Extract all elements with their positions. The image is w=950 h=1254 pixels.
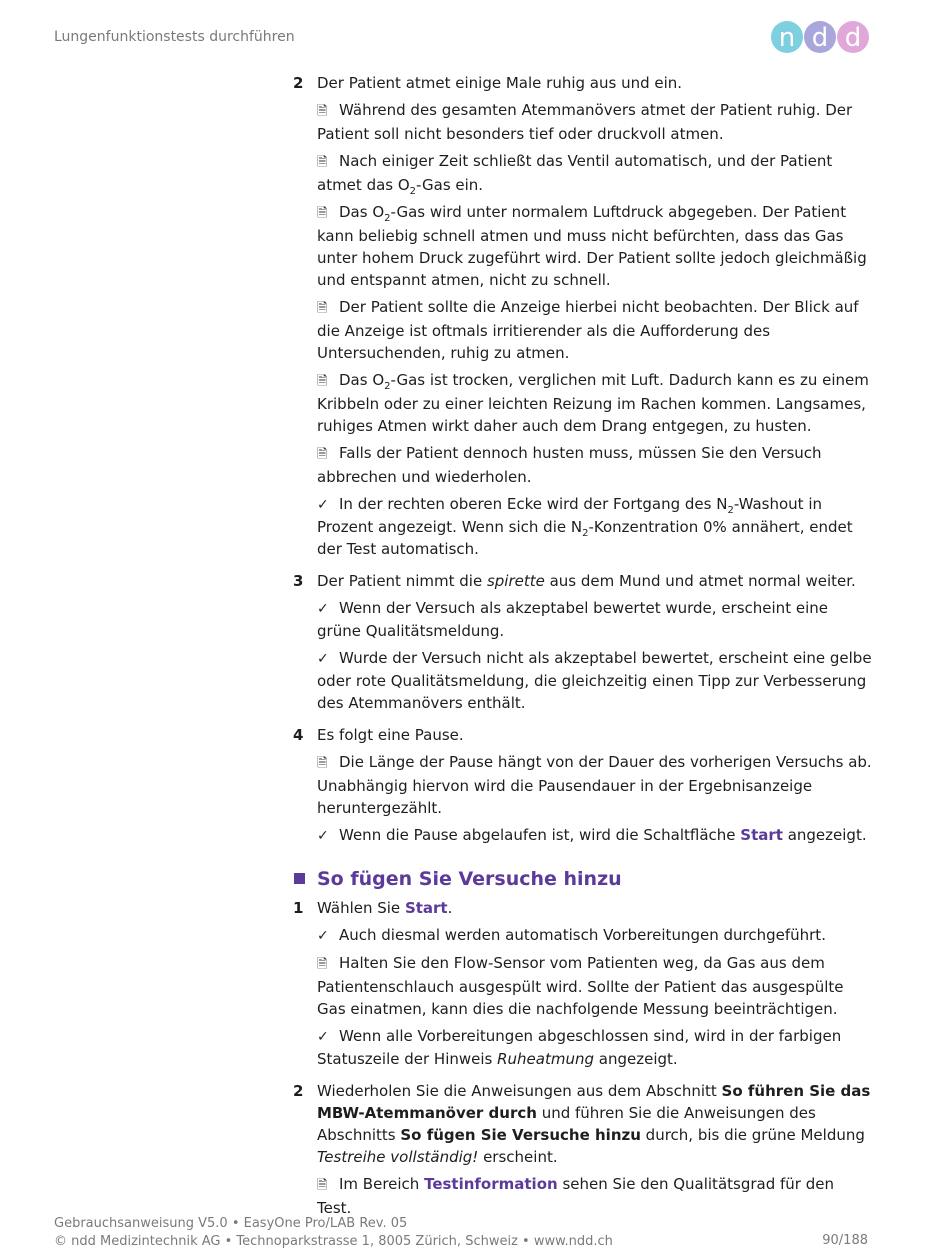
note-text: Der Patient sollte die Anzeige hierbei nicht beobachten. Der Blick auf die Anzeige ist oftmals irritierender als die Aufforderung des Untersuchenden, ruhig zu atmen. (317, 298, 859, 362)
step-2 (293, 72, 873, 560)
message-emphasis: Testreihe vollständig! (317, 1148, 479, 1166)
note-text: -Gas ist trocken, verglichen mit Luft. Dadurch kann es zu einem Kribbeln oder zu einer leichten Reizung im Rachen kommen. Langsames, ruhiges Atmen wirkt daher auch dem Drang entgegen, zu husten. (317, 371, 869, 435)
section-step-1 (293, 897, 873, 1070)
step-3 (293, 570, 873, 714)
note-text: Im Bereich (339, 1175, 425, 1193)
step-text: Der Patient atmet einige Male ruhig aus und ein. (317, 74, 683, 92)
step-text-part: Wiederholen Sie die Anweisungen aus dem Abschnitt (317, 1082, 722, 1100)
step-text-emphasis: spirette (486, 572, 545, 590)
start-button-reference: Start (404, 899, 448, 917)
main-content (293, 72, 873, 1219)
note-text: -Gas ein. (416, 176, 484, 194)
result-text: Wenn die Pause abgelaufen ist, wird die Schaltfläche (339, 826, 741, 844)
result-text: -Konzentration 0% annähert, endet der Test automatisch. (317, 518, 853, 558)
result-item (317, 824, 873, 847)
step-text-part: . (447, 899, 453, 917)
section-square-icon (294, 873, 305, 884)
start-button-reference: Start (740, 826, 783, 844)
result-item (317, 924, 873, 947)
subscript: 2 (582, 528, 589, 539)
subscript: 2 (384, 381, 391, 392)
subscript: 2 (384, 213, 391, 224)
logo-letter-d1: d (811, 23, 829, 53)
note-item (317, 99, 873, 145)
result-item (317, 647, 873, 714)
result-item (317, 1025, 873, 1070)
subscript: 2 (727, 505, 734, 516)
result-text: Wenn der Versuch als akzeptabel bewertet wurde, erscheint eine grüne Qualitätsmeldung. (317, 599, 828, 640)
result-item (317, 493, 873, 560)
section-step-2 (293, 1080, 873, 1219)
result-text: angezeigt. (782, 826, 867, 844)
note-text: Während des gesamten Atemmanövers atmet der Patient ruhig. Der Patient soll nicht besonders tief oder druckvoll atmen. (317, 101, 853, 143)
result-item (317, 597, 873, 642)
note-item (317, 150, 873, 196)
status-hint-emphasis: Ruheatmung (497, 1050, 595, 1068)
check-icon: ✓ (317, 651, 329, 667)
result-text: Wenn alle Vorbereitungen abgeschlossen sind, wird in der farbigen Statuszeile der Hinweis (317, 1027, 842, 1068)
check-icon: ✓ (317, 828, 329, 844)
note-item (317, 1173, 873, 1219)
step-text-part: erscheint. (478, 1148, 558, 1166)
step-text (317, 897, 873, 919)
note-text: Die Länge der Pause hängt von der Dauer des vorherigen Versuchs ab. Unabhängig hiervon wird die Pausendauer in der Ergebnisanzeige heruntergezählt. (317, 753, 872, 817)
step-number: 1 (293, 899, 304, 917)
check-icon: ✓ (317, 497, 329, 513)
footer (54, 1215, 613, 1251)
step-text-part: durch, bis die grüne Meldung (640, 1126, 865, 1144)
result-text: Auch diesmal werden automatisch Vorbereitungen durchgeführt. (339, 926, 826, 944)
note-text: Halten Sie den Flow-Sensor vom Patienten weg, da Gas aus dem Patientenschlauch ausgespült wird. Sollte der Patient das ausgespülte Gas einatmen, kann dies die nachfolgende Messung beeinträchtigen. (317, 954, 844, 1018)
section-reference: So fügen Sie Versuche hinzu (400, 1126, 641, 1144)
result-text: Wurde der Versuch nicht als akzeptabel bewertet, erscheint eine gelbe oder rote Qualitätsmeldung, die gleichzeitig einen Tipp zur Verbesserung des Atemmanövers enthält. (317, 649, 872, 712)
step-text-part: Wählen Sie (317, 899, 405, 917)
check-icon: ✓ (317, 601, 329, 617)
note-item (317, 751, 873, 819)
result-text: In der rechten oberen Ecke wird der Fortgang des N (339, 495, 728, 513)
note-item (317, 369, 873, 437)
note-item (317, 952, 873, 1020)
step-text-part: und führen Sie die Anweisungen des Abschnitts (317, 1104, 816, 1144)
note-text: Nach einiger Zeit schließt das Ventil automatisch, und der Patient atmet das O (317, 152, 833, 194)
note-icon: 🗎 (317, 1178, 328, 1193)
step-text (317, 570, 873, 592)
note-icon: 🗎 (317, 155, 328, 170)
logo-letter-n: n (778, 23, 796, 53)
step-number: 4 (293, 726, 304, 744)
subscript: 2 (409, 186, 417, 197)
step-text (317, 1080, 873, 1168)
footer-line-1: Gebrauchsanweisung V5.0 • EasyOne Pro/LAB Rev. 05 (54, 1216, 408, 1231)
ndd-logo (771, 20, 871, 54)
step-text-part: Der Patient nimmt die (317, 572, 487, 590)
note-text: Falls der Patient dennoch husten muss, müssen Sie den Versuch abbrechen und wiederholen. (317, 444, 822, 486)
footer-line-2: © ndd Medizintechnik AG • Technoparkstrasse 1, 8005 Zürich, Schweiz • www.ndd.ch (54, 1234, 613, 1249)
check-icon: ✓ (317, 1029, 329, 1045)
page-number: 90/188 (822, 1233, 868, 1248)
note-item (317, 442, 873, 488)
result-text: -Washout in Prozent angezeigt. Wenn sich die N (317, 495, 823, 536)
note-item (317, 201, 873, 291)
section-reference: So führen Sie das MBW-Atemmanöver durch (317, 1082, 871, 1122)
step-text-part: aus dem Mund und atmet normal weiter. (544, 572, 856, 590)
note-text: sehen Sie den Qualitätsgrad für den Test. (317, 1175, 834, 1217)
note-icon: 🗎 (317, 301, 328, 316)
note-text: -Gas wird unter normalem Luftdruck abgegeben. Der Patient kann beliebig schnell atmen und muss nicht befürchten, dass das Gas unter hohem Druck zugeführt wird. Der Patient sollte jedoch gleichmäßig und entspannt atmen, nicht zu schnell. (317, 203, 867, 289)
note-icon: 🗎 (317, 374, 328, 389)
step-number: 2 (293, 1082, 304, 1100)
note-icon: 🗎 (317, 957, 328, 972)
step-number: 3 (293, 572, 304, 590)
step-text: Es folgt eine Pause. (317, 726, 464, 744)
note-icon: 🗎 (317, 756, 328, 771)
note-icon: 🗎 (317, 104, 328, 119)
note-item (317, 296, 873, 364)
result-text: angezeigt. (594, 1050, 678, 1068)
note-text: Das O (339, 371, 385, 389)
section-title: So fügen Sie Versuche hinzu (317, 868, 622, 890)
logo-letter-d2: d (844, 23, 862, 53)
note-icon: 🗎 (317, 206, 328, 221)
step-number: 2 (293, 74, 304, 92)
note-icon: 🗎 (317, 447, 328, 462)
running-header-title: Lungenfunktionstests durchführen (54, 29, 295, 45)
note-text: Das O (339, 203, 385, 221)
step-4 (293, 724, 873, 847)
check-icon: ✓ (317, 928, 329, 944)
section-heading (293, 867, 873, 891)
testinformation-reference: Testinformation (424, 1175, 558, 1193)
